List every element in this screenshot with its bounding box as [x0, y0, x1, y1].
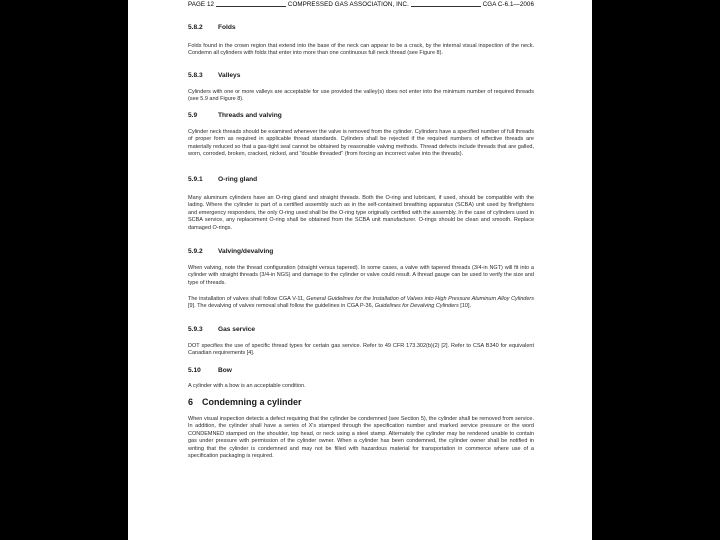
paragraph-condemning: When visual inspection detects a defect requiring that the cylinder be condemned (see Section 5), the cylinder shall be removed from service. In addition, the cylinder shall have a series of X's stamped through the specification number and marked service pressure or the word CONDEMNED stamped on the shoulder, top head, or neck using a steel stamp. Alternately the cylinder may be rendered unable to contain gas under pressure with permission of the cylinder owner. When a cylinder has been condemned, the cylinder owner shall be notified in writing that the cylinder is condemned and may not be filled with hazardous material for transportation in commerce where use of a specification packaging is required.	[188, 416, 534, 460]
heading-5-8-3: 5.8.3 Valleys	[188, 72, 241, 79]
paragraph-folds: Folds found in the crown region that extend into the base of the neck can appear to be a crack, by the internal visual inspection of the neck. Condemn all cylinders with folds that enter into more than one continuous full neck thread (see Figure 8).	[188, 43, 534, 57]
paragraph-threads-valving: Cylinder neck threads should be examined whenever the valve is removed from the cylinder. Cylinders have a specified number of full threads of proper form as required in applicable thread standards. Cylinders shall be rejected if the required numbers of effective threads are materially reduced so that a gas-tight seal cannot be obtained by reasonable valving methods. Thread defects include threads that are galled, worn, corroded, broken, cracked, nicked, and "double threaded" (from forcing an incorrect valve into the threads).	[188, 129, 534, 158]
paragraph-valving-1: When valving, note the thread configuration (straight versus tapered). In some cases, a valve with tapered threads (3/4-in NGT) will fit into a cylinder with straight threads (3/4-in NGS) and damage to the cylinder or valve could result. A thread gauge can be used to verify the size and type of threads.	[188, 265, 534, 286]
document-id: CGA C-6.1—2006	[482, 1, 534, 8]
heading-5-10: 5.10 Bow	[188, 367, 232, 374]
paragraph-gas-service: DOT specifies the use of specific thread types for certain gas service. Refer to 49 CFR 173.302(b)(2) [2]. Refer to CSA B340 for equivalent Canadian requirements [4].	[188, 343, 534, 357]
header-rule	[216, 6, 286, 7]
heading-5-8-2: 5.8.2 Folds	[188, 24, 236, 31]
heading-5-9-2: 5.9.2 Valving/devalving	[188, 248, 274, 255]
paragraph-o-ring-gland: Many aluminum cylinders have an O-ring gland and straight threads. Both the O-ring and lubricant, if used, should be compatible with the lading. Where the cylinder is part of a certified assembly such as in the self-contained breathing apparatus (SCBA) unit used by firefighters and emergency responders, the only O-ring used shall be the O-ring type originally certified with the assembly. In the case of cylinders used in SCBA service, any replacement O-ring shall be obtained from the SCBA unit manufacturer. O-rings should be clean and smooth. Replace damaged O-rings.	[188, 195, 534, 231]
header-rule	[411, 6, 481, 7]
heading-section-6: 6 Condemning a cylinder	[188, 397, 302, 407]
paragraph-valving-2: The installation of valves shall follow CGA V-11, General Guidelines for the Installation of Valves into High Pressure Aluminum Alloy Cylinders [9]. The devalving of valves removal shall follow the guidelines in CGA P-36, Guidelines for Devalving Cylinders [10].	[188, 296, 535, 310]
page-number: PAGE 12	[188, 1, 215, 8]
running-header	[188, 0, 534, 8]
heading-5-9-1: 5.9.1 O-ring gland	[188, 176, 258, 183]
paragraph-bow: A cylinder with a bow is an acceptable condition.	[188, 383, 306, 389]
heading-5-9: 5.9 Threads and valving	[188, 112, 282, 119]
publisher-name: COMPRESSED GAS ASSOCIATION, INC.	[287, 1, 409, 8]
document-page	[128, 0, 592, 540]
paragraph-valleys: Cylinders with one or more valleys are acceptable for use provided the valley(s) does not enter into the minimum number of required threads (see 5.9 and Figure 8).	[188, 89, 534, 103]
heading-5-9-3: 5.9.3 Gas service	[188, 326, 256, 333]
